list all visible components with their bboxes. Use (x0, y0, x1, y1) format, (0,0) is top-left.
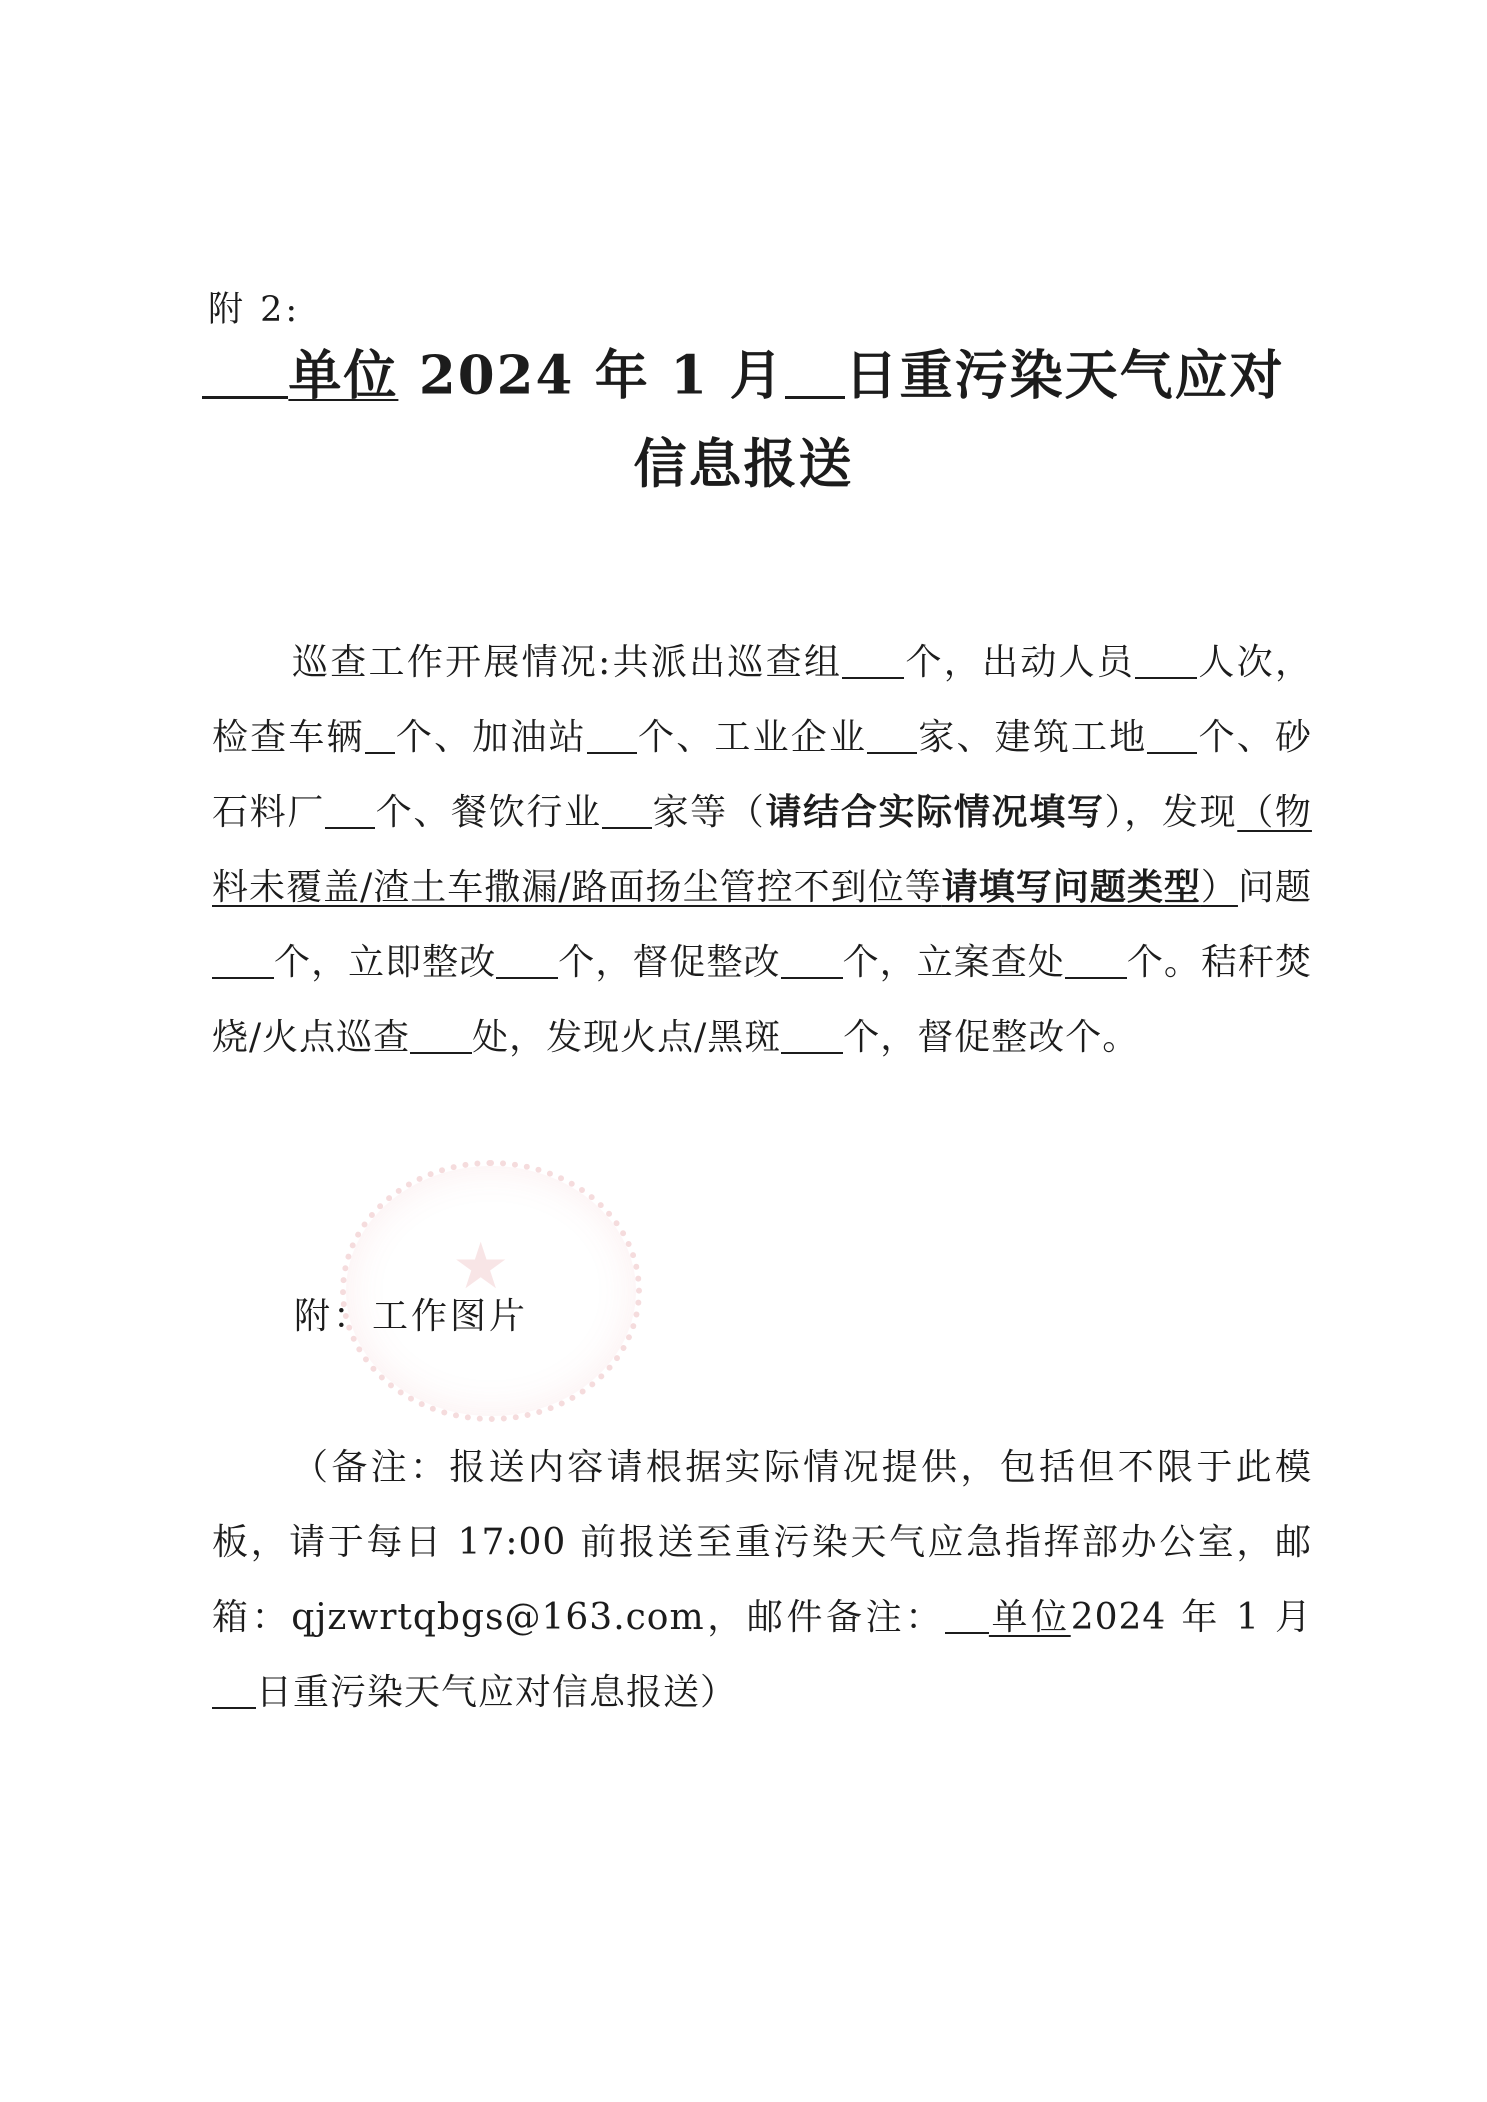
remark-unit-blank (945, 1596, 989, 1634)
body-text-1: 巡查工作开展情况:共派出巡查组 (292, 642, 843, 683)
body-text-15: 个。秸秆焚烧/火点巡查 (212, 942, 1312, 1058)
body-text-2: 个，出动人员 (904, 642, 1136, 683)
problem-type-close: ） (1200, 867, 1238, 908)
body-text-8: 个、餐饮行业 (375, 792, 602, 833)
remark-text-1: （备注：报送内容请根据实际情况提供，包括但不限于此模板，请于每日 17:00 前报送至重污染天气应急指挥部办公室，邮箱：qjzwrtqbgs@163.com，邮件备注： (212, 1447, 1312, 1638)
body-text-9: 家等（ (651, 792, 766, 833)
blank-cases-filed (1065, 941, 1127, 979)
body-text-14: 个，立案查处 (842, 942, 1065, 983)
blank-sand-yards (325, 791, 375, 829)
body-text-13: 个，督促整改 (558, 942, 781, 983)
blank-fire-points (781, 1016, 843, 1054)
body-text-7: 个、砂石料厂 (212, 717, 1312, 833)
seal-star-icon: ★ (452, 1230, 510, 1304)
hint-problem-type: 请填写问题类型 (941, 866, 1201, 908)
annex-label: 附 2: (208, 290, 301, 330)
attachment-label: 附：工作图片 (294, 1296, 529, 1337)
body-text-6: 家、建筑工地 (917, 717, 1148, 758)
blank-restaurants (602, 791, 652, 829)
remark-text-2: 2024 年 1 月 (1070, 1597, 1312, 1638)
blank-problems (212, 941, 274, 979)
remark-paragraph (212, 1430, 1312, 1730)
body-text-11: 问题 (1237, 867, 1312, 908)
blank-patrol-groups (842, 641, 904, 679)
blank-fire-patrols (410, 1016, 472, 1054)
hint-fill-actual: 请结合实际情况填写 (765, 791, 1105, 833)
body-text-17: 个，督促整改 (843, 1017, 1066, 1058)
title-year-month: 2024 年 1 月 (418, 344, 785, 407)
blank-immediate-fix (496, 941, 558, 979)
title-unit: 单位 (288, 344, 399, 407)
remark-text-3: 日重污染天气应对信息报送） (256, 1672, 738, 1713)
body-text-4: 个、加油站 (394, 717, 587, 758)
body-text-3: 人次，检查车辆 (212, 642, 1312, 758)
body-text-5: 个、工业企业 (636, 717, 868, 758)
body-text-16: 处，发现火点/黑斑 (472, 1017, 782, 1058)
remark-unit: 单位 (988, 1597, 1071, 1638)
body-text-18: 个。 (1065, 1017, 1140, 1058)
blank-construction-sites (1147, 716, 1197, 754)
blank-vehicles (365, 716, 395, 754)
blank-enterprises (867, 716, 917, 754)
problem-type-examples: （物料未覆盖/渣土车撒漏/路面扬尘管控不到位等 (212, 792, 1312, 908)
title-unit-blank (202, 348, 288, 399)
blank-gas-stations (587, 716, 637, 754)
title-line-1 (0, 344, 1487, 407)
blank-supervised-fix (781, 941, 843, 979)
title-day-blank (785, 348, 845, 399)
title-day-subject: 日重污染天气应对 (844, 344, 1285, 407)
body-text-10: ），发现 (1104, 792, 1238, 833)
title-line-2: 信息报送 (633, 433, 854, 495)
body-text-12: 个，立即整改 (274, 942, 497, 983)
patrol-paragraph (212, 625, 1312, 1075)
remark-day-blank (212, 1671, 256, 1709)
blank-personnel (1135, 641, 1197, 679)
